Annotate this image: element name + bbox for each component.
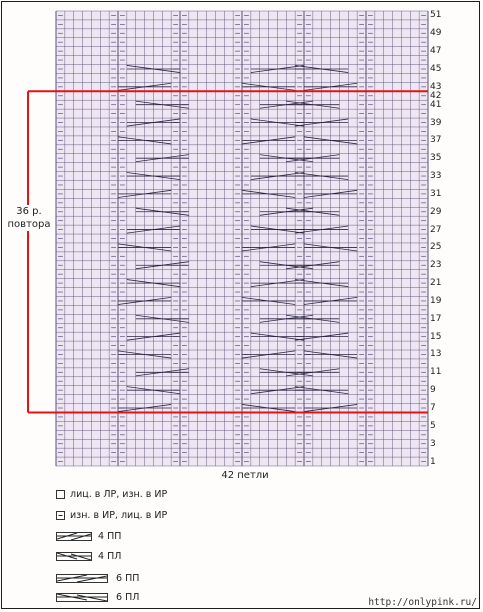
cable-6-right-icon bbox=[56, 574, 108, 583]
purl-square-icon bbox=[56, 511, 65, 520]
legend-text: лиц. в ЛР, изн. в ИР bbox=[70, 489, 168, 500]
row-number: 31 bbox=[430, 188, 442, 199]
row-number: 37 bbox=[430, 135, 442, 146]
repeat-label bbox=[4, 205, 54, 231]
watermark: http://onlypink.ru/ bbox=[368, 597, 477, 608]
row-number: 45 bbox=[430, 63, 442, 74]
row-number: 42 bbox=[430, 90, 442, 101]
row-number: 49 bbox=[430, 28, 442, 39]
cable-4-left-icon bbox=[56, 552, 92, 561]
row-number: 5 bbox=[430, 420, 436, 431]
row-number: 29 bbox=[430, 206, 442, 217]
row-number: 33 bbox=[430, 171, 442, 182]
row-number: 51 bbox=[430, 10, 442, 21]
repeat-label-count: 36 р. bbox=[16, 206, 42, 217]
legend-text: 4 ПП bbox=[98, 531, 122, 542]
knit-square-icon bbox=[56, 490, 65, 499]
row-number: 13 bbox=[430, 349, 442, 360]
row-number: 41 bbox=[430, 99, 442, 110]
row-number: 35 bbox=[430, 153, 442, 164]
row-number: 1 bbox=[430, 456, 436, 467]
stitch-count-label: 42 петли bbox=[221, 470, 269, 481]
row-number: 23 bbox=[430, 260, 442, 271]
legend-text: изн. в ИР, лиц. в ИР bbox=[70, 510, 168, 521]
row-number: 39 bbox=[430, 117, 442, 128]
row-number: 3 bbox=[430, 438, 436, 449]
row-number: 43 bbox=[430, 81, 442, 92]
row-number: 25 bbox=[430, 242, 442, 253]
cable-6-left-icon bbox=[56, 593, 108, 602]
row-number: 9 bbox=[430, 385, 436, 396]
legend-text: 6 ПП bbox=[116, 573, 140, 584]
row-number: 15 bbox=[430, 331, 442, 342]
legend-text: 6 ПЛ bbox=[116, 592, 140, 603]
row-number: 19 bbox=[430, 295, 442, 306]
row-number: 47 bbox=[430, 46, 442, 57]
row-number: 17 bbox=[430, 313, 442, 324]
legend-text: 4 ПЛ bbox=[98, 551, 122, 562]
cable-4-right-icon bbox=[56, 532, 92, 541]
row-number: 11 bbox=[430, 367, 442, 378]
row-number: 27 bbox=[430, 224, 442, 235]
row-number: 7 bbox=[430, 403, 436, 413]
repeat-label-word: повтора bbox=[7, 219, 51, 230]
row-number: 21 bbox=[430, 278, 442, 289]
